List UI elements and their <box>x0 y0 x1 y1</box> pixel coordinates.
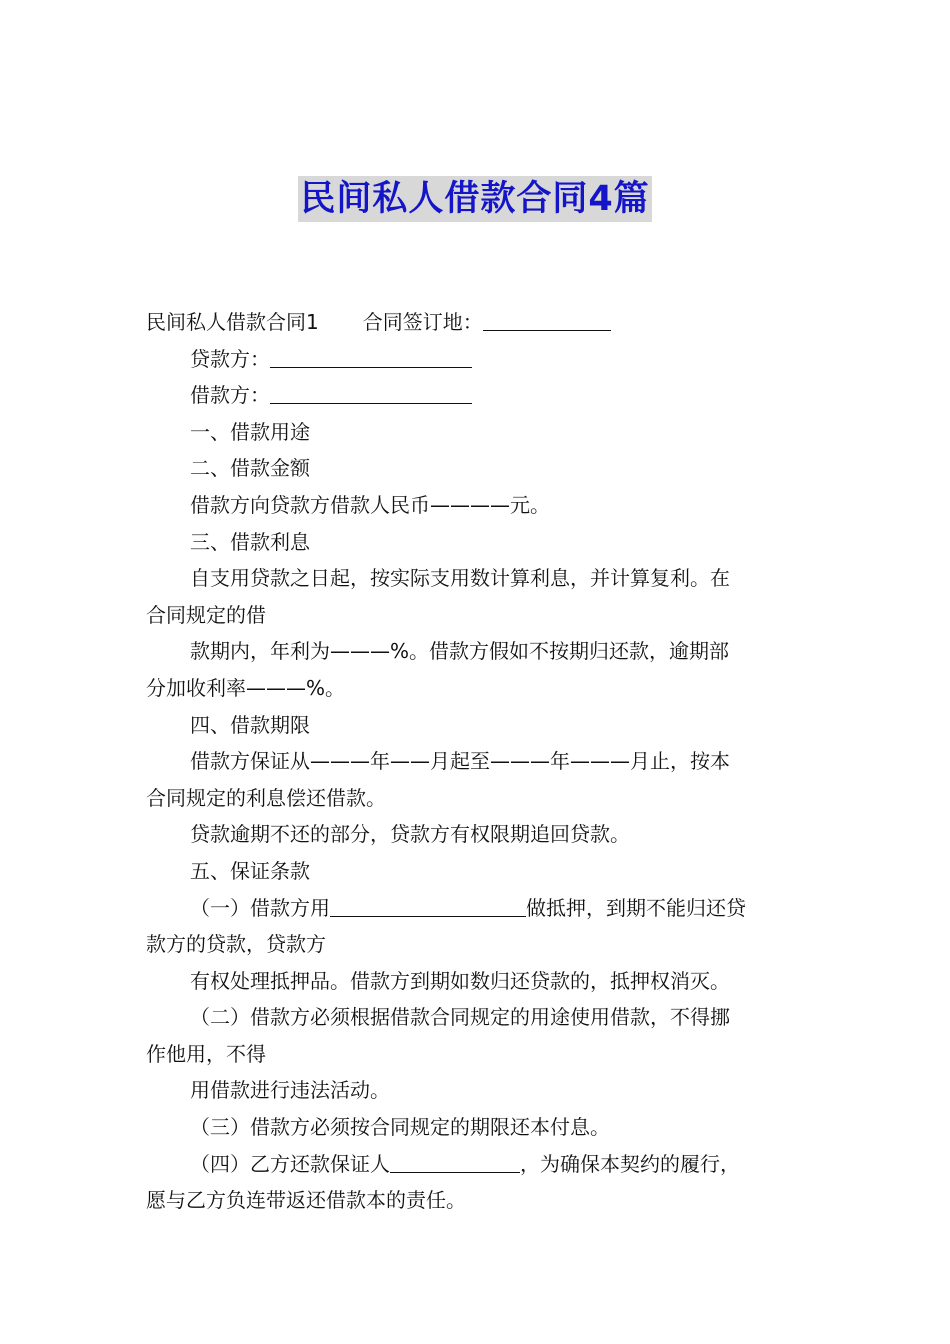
paragraph-line <box>146 341 806 378</box>
lender-label: 贷款方： <box>190 346 270 371</box>
section-heading: 五、保证条款 <box>190 858 310 883</box>
paragraph-line: 款方的贷款，贷款方 <box>146 932 326 957</box>
paragraph-line: 用借款进行违法活动。 <box>190 1078 390 1103</box>
borrower-label: 借款方： <box>190 383 270 408</box>
section-heading: 二、借款金额 <box>190 456 310 481</box>
lender-blank <box>270 347 472 368</box>
paragraph-line <box>146 377 806 414</box>
contract-number: 民间私人借款合同1 <box>146 310 319 334</box>
collateral-blank <box>330 896 526 917</box>
title-wrap <box>0 176 950 222</box>
guarantor-text: ，为确保本契约的履行， <box>520 1151 740 1176</box>
paragraph-line: 合同规定的借 <box>146 602 266 627</box>
paragraph-line: 借款方保证从———年——月起至———年———月止，按本 <box>190 749 730 774</box>
section-heading: 三、借款利息 <box>190 529 310 554</box>
sign-place-blank <box>483 310 611 331</box>
guarantor-label: （四）乙方还款保证人 <box>190 1151 390 1176</box>
paragraph-line: 贷款逾期不还的部分，贷款方有权限期追回贷款。 <box>190 822 630 847</box>
sign-place-label: 合同签订地： <box>362 310 483 334</box>
paragraph-line <box>146 1146 806 1183</box>
guarantor-blank <box>390 1152 520 1173</box>
collateral-label: （一）借款方用 <box>190 895 330 920</box>
paragraph-line: （三）借款方必须按合同规定的期限还本付息。 <box>190 1115 610 1140</box>
borrower-blank <box>270 383 472 404</box>
paragraph-line: 作他用，不得 <box>146 1041 266 1066</box>
document-body <box>146 304 806 1219</box>
paragraph-line: 愿与乙方负连带返还借款本的责任。 <box>146 1188 466 1213</box>
paragraph-line: 合同规定的利息偿还借款。 <box>146 785 386 810</box>
paragraph-line: 借款方向贷款方借款人民币————元。 <box>190 492 550 517</box>
collateral-text: 做抵押，到期不能归还贷 <box>526 895 746 920</box>
section-heading: 四、借款期限 <box>190 712 310 737</box>
paragraph-line <box>146 304 806 341</box>
section-heading: 一、借款用途 <box>190 419 310 444</box>
document-title: 民间私人借款合同4篇 <box>298 176 651 222</box>
paragraph-line: （二）借款方必须根据借款合同规定的用途使用借款，不得挪 <box>190 1005 730 1030</box>
paragraph-line: 分加收利率———%。 <box>146 675 346 700</box>
paragraph-line: 有权处理抵押品。借款方到期如数归还贷款的，抵押权消灭。 <box>190 968 730 993</box>
paragraph-line: 自支用贷款之日起，按实际支用数计算利息，并计算复利。在 <box>190 566 730 591</box>
paragraph-line <box>146 890 806 927</box>
paragraph-line: 款期内，年利为———%。借款方假如不按期归还款，逾期部 <box>190 639 730 664</box>
